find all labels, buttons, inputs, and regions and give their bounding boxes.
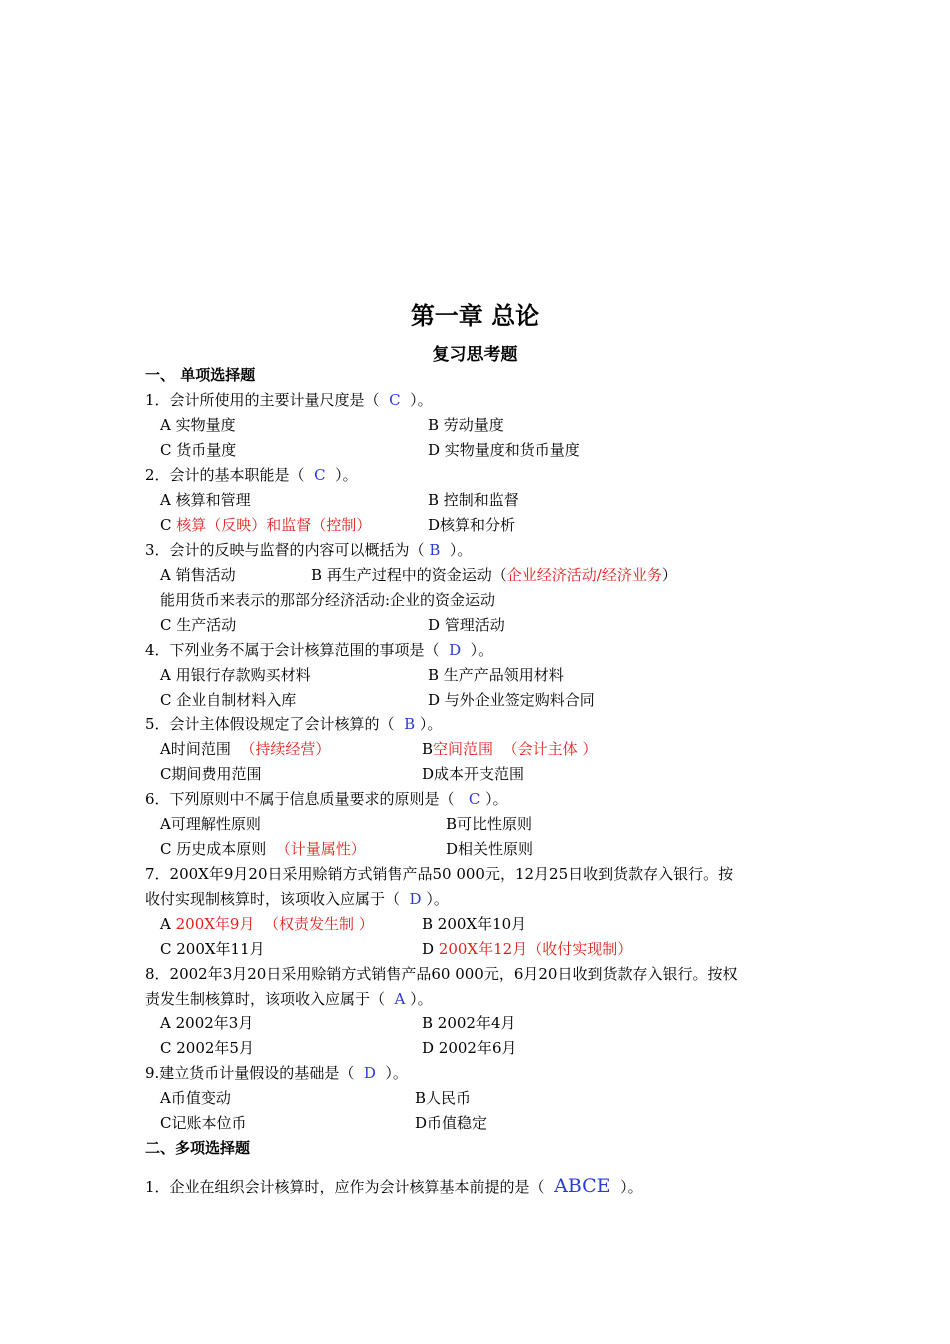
question-2: 2．会计的基本职能是（ C ）。	[145, 466, 358, 484]
note: 能用货币来表示的那部分经济活动:企业的资金运动	[160, 591, 496, 609]
question-9: 9.建立货币计量假设的基础是（ D ）。	[145, 1064, 408, 1082]
option: D相关性原则	[446, 840, 534, 858]
option: D成本开支范围	[422, 765, 525, 783]
annotation: 200X年9月 （权责发生制 ）	[175, 915, 374, 933]
option: B可比性原则	[446, 815, 533, 833]
option: A时间范围 （持续经营）	[160, 740, 331, 758]
section-heading-multiple-choice: 二、多项选择题	[145, 1139, 251, 1157]
option: A 实物量度	[160, 416, 236, 434]
annotation: （持续经营）	[240, 740, 331, 758]
option: B人民币	[415, 1089, 472, 1107]
answer: C	[468, 790, 481, 808]
option: A 销售活动	[160, 566, 236, 584]
option: D币值稳定	[415, 1114, 488, 1132]
option: C 历史成本原则 （计量属性）	[160, 840, 366, 858]
answer: D	[449, 641, 462, 659]
option: A 用银行存款购买材料	[160, 666, 311, 684]
answer: C	[389, 391, 401, 409]
answer: C	[314, 466, 326, 484]
option: B空间范围 （会计主体 ）	[422, 740, 598, 758]
option: B 2002年4月	[422, 1014, 516, 1032]
question-8: 8．2002年3月20日采用赊销方式销售产品60 000元，6月20日收到货款存入银行。按权	[145, 965, 738, 983]
question-6: 6．下列原则中不属于信息质量要求的原则是（ C ）。	[145, 790, 508, 808]
option: C 企业自制材料入库	[160, 691, 297, 709]
option: A 2002年3月	[160, 1014, 254, 1032]
option: D 200X年12月（收付实现制）	[422, 940, 633, 958]
option: B 200X年10月	[422, 915, 527, 933]
option: C 200X年11月	[160, 940, 265, 958]
question-8-continued: 责发生制核算时，该项收入应属于（ A ）。	[145, 990, 433, 1008]
annotation: （计量属性）	[275, 840, 366, 858]
option: A币值变动	[160, 1089, 231, 1107]
question-1: 1．会计所使用的主要计量尺度是（ C ）。	[145, 391, 433, 409]
option: B 再生产过程中的资金运动（企业经济活动/经济业务）	[311, 566, 677, 584]
answer: ABCE	[554, 1175, 611, 1197]
option: D核算和分析	[428, 516, 516, 534]
option: B 生产产品领用材料	[428, 666, 564, 684]
annotation: 空间范围 （会计主体 ）	[433, 740, 598, 758]
annotation: 200X年12月（收付实现制）	[438, 940, 633, 958]
answer: A	[394, 990, 406, 1008]
option: D 实物量度和货币量度	[428, 441, 580, 459]
chapter-title: 第一章 总论	[410, 302, 540, 330]
annotation: 核算（反映）和监督（控制）	[176, 516, 372, 534]
option: D 与外企业签定购料合同	[428, 691, 595, 709]
option: D 管理活动	[428, 616, 505, 634]
question-4: 4．下列业务不属于会计核算范围的事项是（ D ）。	[145, 641, 494, 659]
option: A可理解性原则	[160, 815, 261, 833]
option: B 控制和监督	[428, 491, 519, 509]
answer: B	[404, 715, 416, 733]
answer: B	[429, 541, 441, 559]
option: C记账本位币	[160, 1114, 247, 1132]
annotation: 企业经济活动/经济业务	[506, 566, 662, 584]
question-5: 5．会计主体假设规定了会计核算的（ B ）。	[145, 715, 443, 733]
option: A 200X年9月 （权责发生制 ）	[160, 915, 374, 933]
multi-question-1: 1．企业在组织会计核算时，应作为会计核算基本前提的是（ ABCE ）。	[145, 1175, 643, 1197]
option: B 劳动量度	[428, 416, 504, 434]
option: C 货币量度	[160, 441, 237, 459]
option: C 生产活动	[160, 616, 237, 634]
option: C 2002年5月	[160, 1039, 254, 1057]
option: C期间费用范围	[160, 765, 262, 783]
option: C 核算（反映）和监督（控制）	[160, 516, 372, 534]
question-7: 7．200X年9月20日采用赊销方式销售产品50 000元，12月25日收到货款存入银行。按	[145, 865, 734, 883]
answer: D	[409, 890, 422, 908]
answer: D	[363, 1064, 376, 1082]
question-7-continued: 收付实现制核算时，该项收入应属于（ D ）。	[145, 890, 449, 908]
question-3: 3．会计的反映与监督的内容可以概括为（ B ）。	[145, 541, 473, 559]
option: A 核算和管理	[160, 491, 251, 509]
chapter-subtitle: 复习思考题	[432, 345, 518, 365]
section-heading-single-choice: 一、 单项选择题	[145, 366, 256, 384]
option: D 2002年6月	[422, 1039, 517, 1057]
